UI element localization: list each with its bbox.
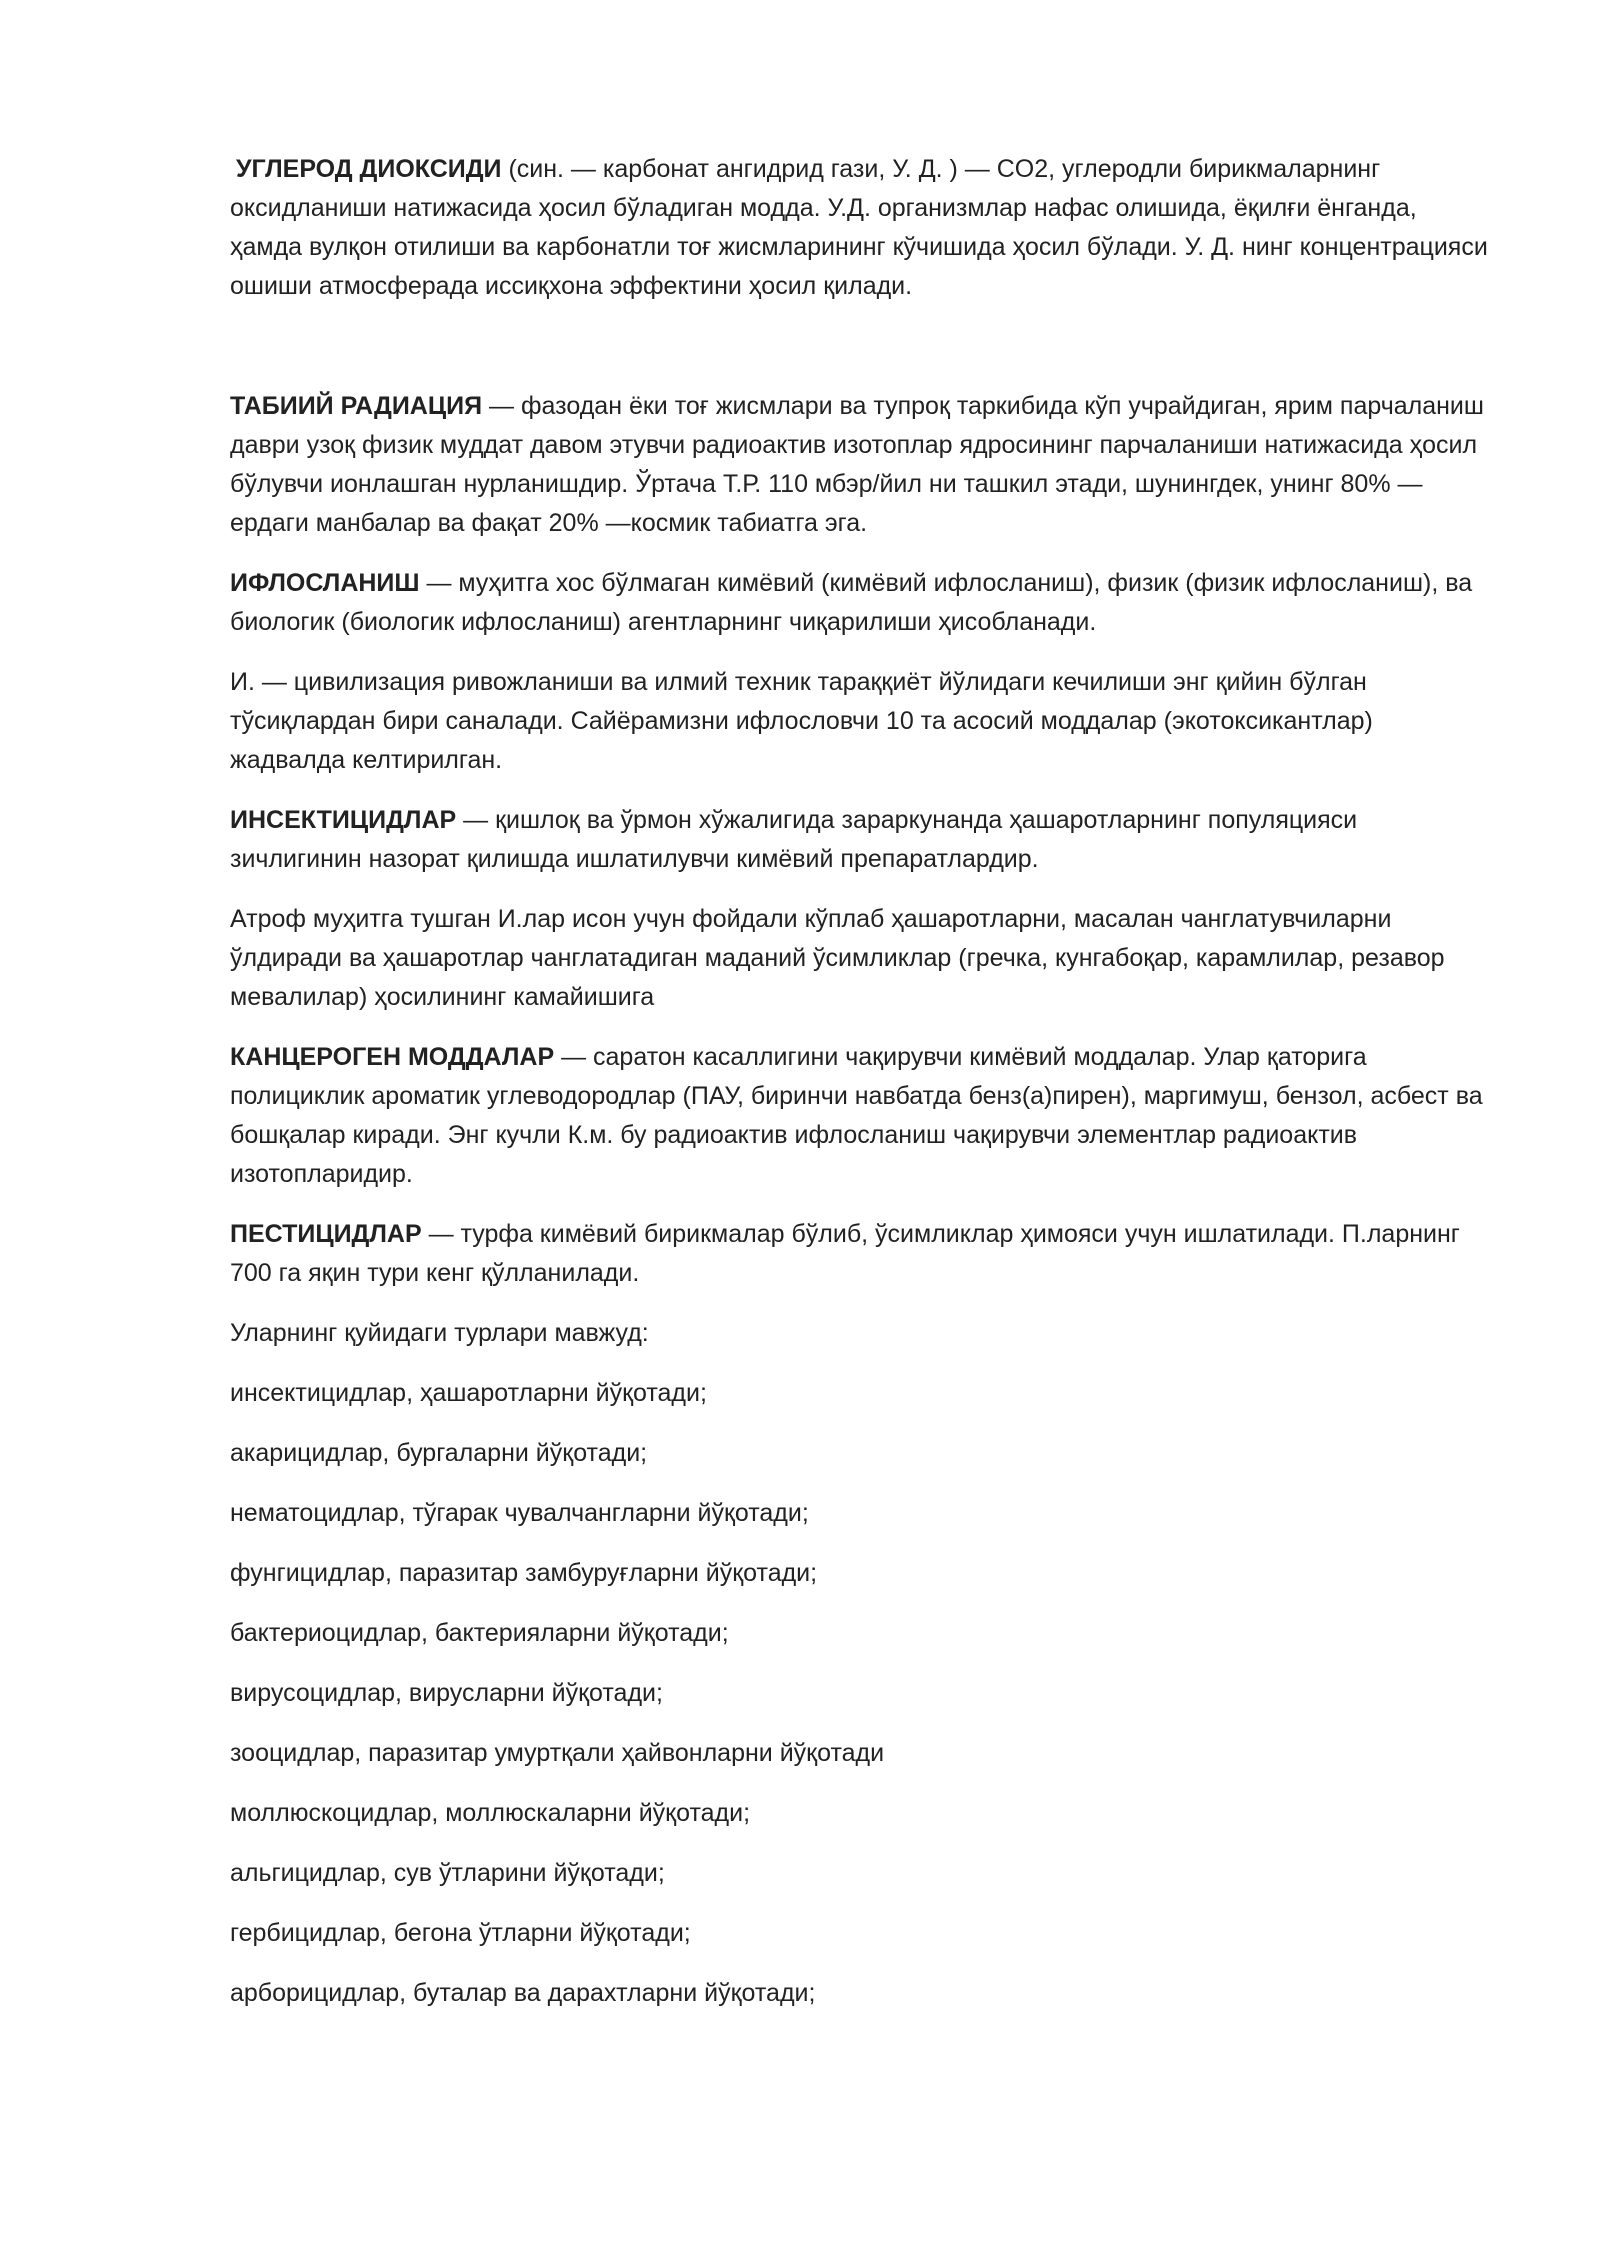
list-item: инсектицидлар, ҳашаротларни йўқотади; [230,1379,707,1407]
term-natural-radiation: ТАБИИЙ РАДИАЦИЯ [230,392,483,420]
list-item: вирусоцидлар, вирусларни йўқотади; [230,1679,663,1707]
paragraph-pollution-note: И. — цивилизация ривожланиши ва илмий техник тараққиёт йўлидаги кечилиши энг қийин бўлган тўсиқлардан бири саналади. Сайёрамизни ифлословчи 10 та асосий моддалар (экотоксикантлар) жадвалда келтирилган. [230,668,1373,774]
paragraph-natural-radiation [230,387,1492,543]
definition-natural-radiation: — фазодан ёки тоғ жисмлари ва тупроқ таркибида кўп учрайдиган, ярим парчаланиш даври узоқ физик муддат давом этувчи радиоактив изотоплар ядросининг парчаланиши натижасида ҳосил бўлувчи ионлашган нурланишдир. Ўртача Т.Р. 110 мбэр/йил ни ташкил этади, шунингдек, унинг 80% — ердаги манбалар ва фақат 20% —космик табиатга эга. [230,392,1484,537]
list-item: арборицидлар, буталар ва дарахтларни йўқотади; [230,1979,816,2007]
list-item: акарицидлар, бургаларни йўқотади; [230,1439,648,1467]
blank-space [230,327,1492,387]
definition-carbon-dioxide: (син. — карбонат ангидрид гази, У. Д. ) — CO2, углеродли бирикмаларнинг оксидланиши натижасида ҳосил бўладиган модда. У.Д. организмлар нафас олишида, ёқилғи ёнганда, ҳамда вулқон отилиши ва карбонатли тоғ жисмларининг кўчишида ҳосил бўлади. У. Д. нинг концентрацияси ошиши атмосферада иссиқхона эффектини ҳосил қилади. [230,155,1488,300]
paragraph-types-intro: Уларнинг қуйидаги турлари мавжуд: [230,1319,649,1347]
term-pollution: ИФЛОСЛАНИШ [230,569,420,597]
list-item: моллюскоцидлар, моллюскаларни йўқотади; [230,1799,751,1827]
paragraph-pollution [230,564,1492,642]
pesticide-types-list [230,1374,1492,2013]
term-carbon-dioxide: УГЛЕРОД ДИОКСИДИ [236,155,502,183]
paragraph-carbon-dioxide [230,150,1492,306]
list-item: фунгицидлар, паразитар замбуруғларни йўқотади; [230,1559,818,1587]
term-pesticides: ПЕСТИЦИДЛАР [230,1220,422,1248]
list-item: бактериоцидлар, бактерияларни йўқотади; [230,1619,729,1647]
term-insecticides: ИНСЕКТИЦИДЛАР [230,806,457,834]
definition-pollution: — муҳитга хос бўлмаган кимёвий (кимёвий ифлосланиш), физик (физик ифлосланиш), ва биологик (биологик ифлосланиш) агентларнинг чиқарилиши ҳисобланади. [230,569,1473,636]
paragraph-insecticides [230,801,1492,879]
paragraph-pesticides [230,1215,1492,1293]
paragraph-carcinogens [230,1038,1492,1194]
list-item: альгицидлар, сув ўтларини йўқотади; [230,1859,665,1887]
document-page [230,150,1492,2034]
term-carcinogens: КАНЦЕРОГЕН МОДДАЛАР [230,1043,555,1071]
list-item: гербицидлар, бегона ўтларни йўқотади; [230,1919,691,1947]
definition-pesticides: — турфа кимёвий бирикмалар бўлиб, ўсимликлар ҳимояси учун ишлатилади. П.ларнинг 700 га яқин тури кенг қўлланилади. [230,1220,1460,1287]
definition-insecticides: — қишлоқ ва ўрмон хўжалигида зараркунанда ҳашаротларнинг популяцияси зичлигинин назорат қилишда ишлатилувчи кимёвий препаратлардир. [230,806,1358,873]
list-item: зооцидлар, паразитар умуртқали ҳайвонларни йўқотади [230,1739,885,1767]
paragraph-insecticides-note: Атроф муҳитга тушган И.лар исон учун фойдали кўплаб ҳашаротларни, масалан чанглатувчиларни ўлдиради ва ҳашаротлар чанглатадиган маданий ўсимликлар (гречка, кунгабоқар, карамлилар, резавор мевалилар) ҳосилининг камайишига [230,905,1445,1011]
list-item: нематоцидлар, тўгарак чувалчангларни йўқотади; [230,1499,809,1527]
definition-carcinogens: — саратон касаллигини чақирувчи кимёвий моддалар. Улар қаторига полициклик ароматик углеводородлар (ПАУ, биринчи навбатда бенз(а)пирен), маргимуш, бензол, асбест ва бошқалар киради. Энг кучли К.м. бу радиоактив ифлосланиш чақирувчи элементлар радиоактив изотопларидир. [230,1043,1483,1188]
